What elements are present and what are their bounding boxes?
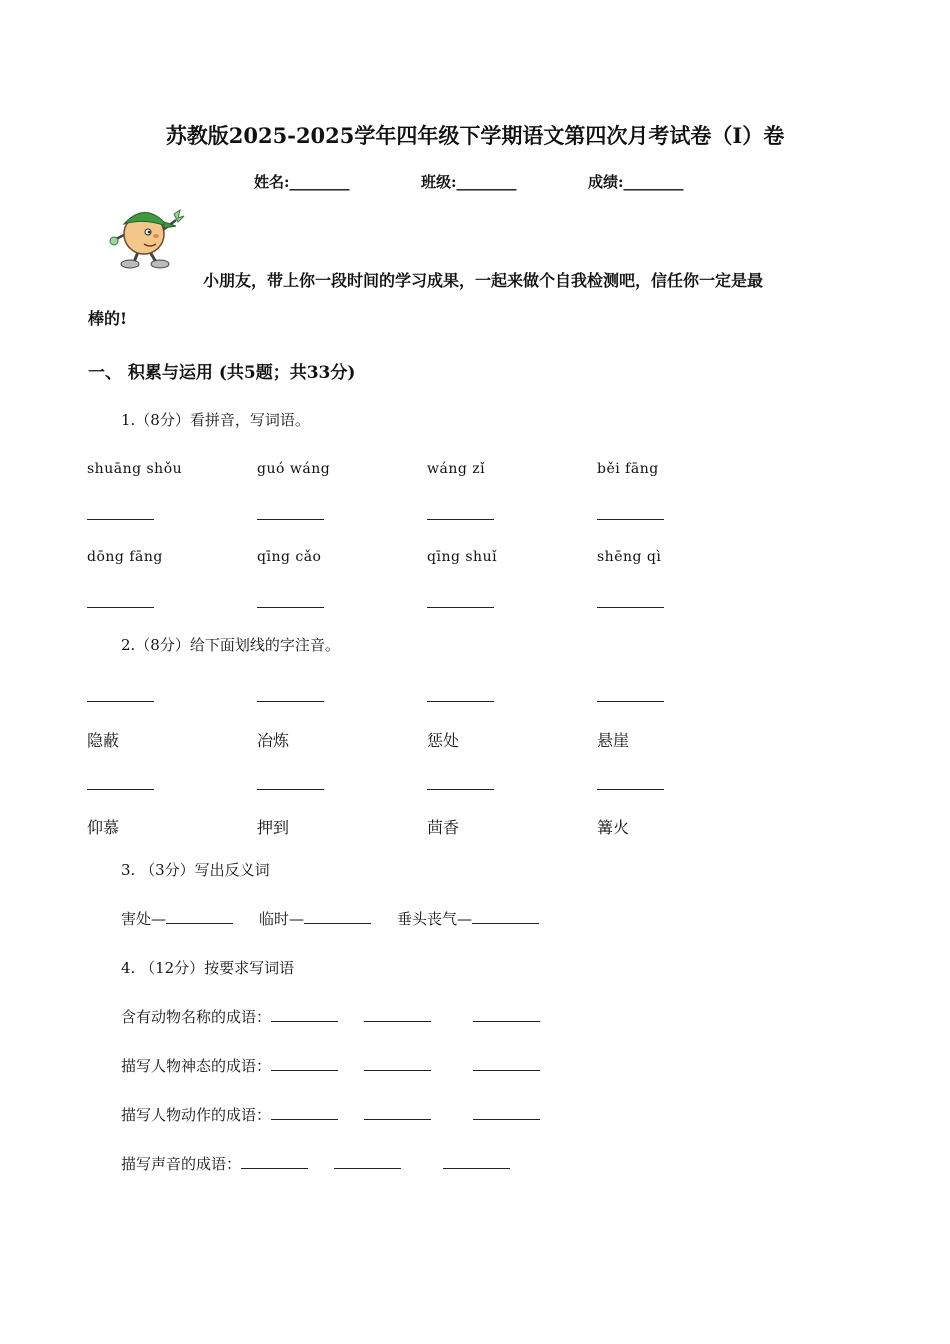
- answer-blank[interactable]: [597, 519, 664, 520]
- answer-blank[interactable]: [271, 1107, 338, 1120]
- answer-blank[interactable]: [364, 1058, 431, 1071]
- section-heading: 一、 积累与运用 (共5题；共33分): [88, 363, 356, 383]
- antonym-row: [121, 908, 539, 929]
- answer-blank[interactable]: [334, 1156, 401, 1169]
- word-item: 茴香: [427, 818, 460, 837]
- answer-blank[interactable]: [257, 789, 324, 790]
- word-item: 押到: [257, 818, 290, 837]
- answer-blank[interactable]: [472, 911, 539, 924]
- answer-blank[interactable]: [473, 1009, 540, 1022]
- idiom-row: [121, 1153, 510, 1174]
- answer-blank[interactable]: [304, 911, 371, 924]
- idiom-label: 描写人物神态的成语：: [121, 1057, 272, 1075]
- pinyin-item: qīng cǎo: [257, 549, 322, 565]
- answer-blank[interactable]: [257, 701, 324, 702]
- word-item: 篝火: [597, 818, 630, 837]
- idiom-label: 描写人物动作的成语：: [121, 1106, 272, 1124]
- answer-blank[interactable]: [443, 1156, 510, 1169]
- idiom-row: [121, 1006, 540, 1027]
- answer-blank[interactable]: [597, 789, 664, 790]
- antonym-item: 垂头丧气—: [397, 910, 473, 928]
- answer-blank[interactable]: [364, 1009, 431, 1022]
- question-3-prompt: 3. （3分）写出反义词: [121, 861, 270, 879]
- idiom-row: [121, 1055, 540, 1076]
- answer-blank[interactable]: [87, 607, 154, 608]
- mascot-illustration: [108, 204, 186, 270]
- pinyin-item: shēng qì: [597, 549, 662, 565]
- pinyin-item: guó wáng: [257, 461, 331, 477]
- pinyin-item: shuāng shǒu: [87, 461, 183, 477]
- question-2-prompt: 2.（8分）给下面划线的字注音。: [121, 636, 340, 654]
- page-title: 苏教版2025-2025学年四年级下学期语文第四次月考试卷（I）卷: [165, 123, 785, 148]
- intro-line-1: 小朋友，带上你一段时间的学习成果，一起来做个自我检测吧，信任你一定是最: [203, 271, 764, 290]
- pinyin-item: běi fāng: [597, 461, 659, 477]
- idiom-row: [121, 1104, 540, 1125]
- answer-blank[interactable]: [271, 1058, 338, 1071]
- name-field[interactable]: 姓名:________: [254, 173, 350, 191]
- answer-blank[interactable]: [257, 519, 324, 520]
- question-4-prompt: 4. （12分）按要求写词语: [121, 959, 295, 977]
- word-item: 惩处: [427, 731, 460, 750]
- answer-blank[interactable]: [87, 789, 154, 790]
- pinyin-item: wáng zǐ: [427, 461, 486, 477]
- pinyin-item: dōng fāng: [87, 549, 163, 565]
- antonym-item: 临时—: [259, 910, 305, 928]
- antonym-item: 害处—: [121, 910, 167, 928]
- answer-blank[interactable]: [257, 607, 324, 608]
- answer-blank[interactable]: [473, 1107, 540, 1120]
- word-item: 冶炼: [257, 731, 290, 750]
- answer-blank[interactable]: [427, 607, 494, 608]
- answer-blank[interactable]: [87, 701, 154, 702]
- question-1-prompt: 1.（8分）看拼音，写词语。: [121, 411, 310, 429]
- pinyin-item: qīng shuǐ: [427, 549, 498, 565]
- answer-blank[interactable]: [473, 1058, 540, 1071]
- answer-blank[interactable]: [427, 519, 494, 520]
- answer-blank[interactable]: [241, 1156, 308, 1169]
- idiom-label: 含有动物名称的成语：: [121, 1008, 272, 1026]
- class-field[interactable]: 班级:________: [421, 173, 517, 191]
- answer-blank[interactable]: [166, 911, 233, 924]
- answer-blank[interactable]: [427, 701, 494, 702]
- answer-blank[interactable]: [597, 701, 664, 702]
- intro-line-2: 棒的!: [88, 309, 128, 328]
- idiom-label: 描写声音的成语：: [121, 1155, 242, 1173]
- answer-blank[interactable]: [271, 1009, 338, 1022]
- word-item: 仰慕: [87, 818, 120, 837]
- answer-blank[interactable]: [597, 607, 664, 608]
- answer-blank[interactable]: [87, 519, 154, 520]
- score-field[interactable]: 成绩:________: [588, 173, 684, 191]
- answer-blank[interactable]: [427, 789, 494, 790]
- word-item: 悬崖: [597, 731, 630, 750]
- answer-blank[interactable]: [364, 1107, 431, 1120]
- word-item: 隐蔽: [87, 731, 120, 750]
